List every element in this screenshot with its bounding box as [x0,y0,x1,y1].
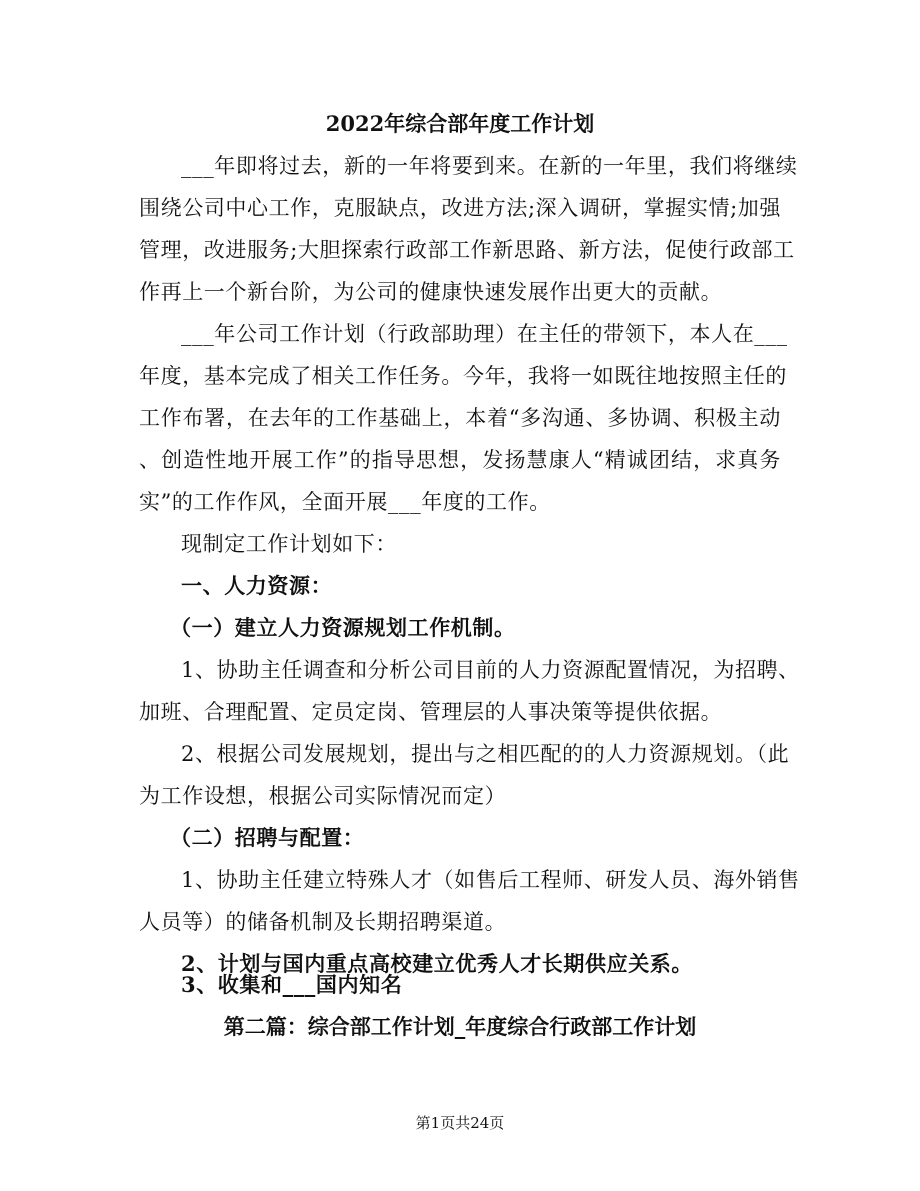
section-subtitle: 第二篇：综合部工作计划_年度综合行政部工作计划 [223,1014,697,1039]
paragraph-line: ___年即将过去，新的一年将要到来。在新的一年里，我们将继续 [181,154,798,178]
paragraph-line: 1、协助主任建立特殊人才（如售后工程师、研发人员、海外销售 [181,868,800,892]
paragraph-line: 3、收集和___国内知名 [181,972,403,997]
paragraph-line: 现制定工作计划如下： [181,532,397,556]
paragraph-line: 作再上一个新台阶，为公司的健康快速发展作出更大的贡献。 [139,280,723,304]
paragraph-line: 为工作设想，根据公司实际情况而定） [139,784,507,808]
section-heading: 一、人力资源： [181,573,333,598]
paragraph-line: 2、计划与国内重点高校建立优秀人才长期供应关系。 [181,951,694,976]
subsection-heading: （一）建立人力资源规划工作机制。 [170,615,516,640]
document-title: 2022年综合部年度工作计划 [325,111,595,136]
paragraph-line: 加班、合理配置、定员定岗、管理层的人事决策等提供依据。 [139,700,723,724]
paragraph-line: 工作布署，在去年的工作基础上，本着“多沟通、多协调、积极主动 [139,406,781,430]
paragraph-line: ___年公司工作计划（行政部助理）在主任的带领下，本人在___ [181,322,788,346]
paragraph-line: 管理，改进服务;大胆探索行政部工作新思路、新方法，促使行政部工 [139,238,795,262]
paragraph-line: 1、协助主任调查和分析公司目前的人力资源配置情况，为招聘、 [181,658,800,682]
paragraph-line: 2、根据公司发展规划，提出与之相匹配的的人力资源规划。（此 [181,742,790,766]
paragraph-line: 人员等）的储备机制及长期招聘渠道。 [139,910,507,934]
paragraph-line: 实”的工作作风，全面开展___年度的工作。 [139,490,551,514]
paragraph-line: 、创造性地开展工作”的指导思想，发扬慧康人“精诚团结，求真务 [139,448,781,472]
paragraph-line: 围绕公司中心工作，克服缺点，改进方法;深入调研，掌握实情;加强 [139,196,781,220]
subsection-heading: （二）招聘与配置： [170,825,365,850]
page-number: 第1页共24页 [415,1114,505,1132]
paragraph-line: 年度，基本完成了相关工作任务。今年，我将一如既往地按照主任的 [139,364,787,388]
